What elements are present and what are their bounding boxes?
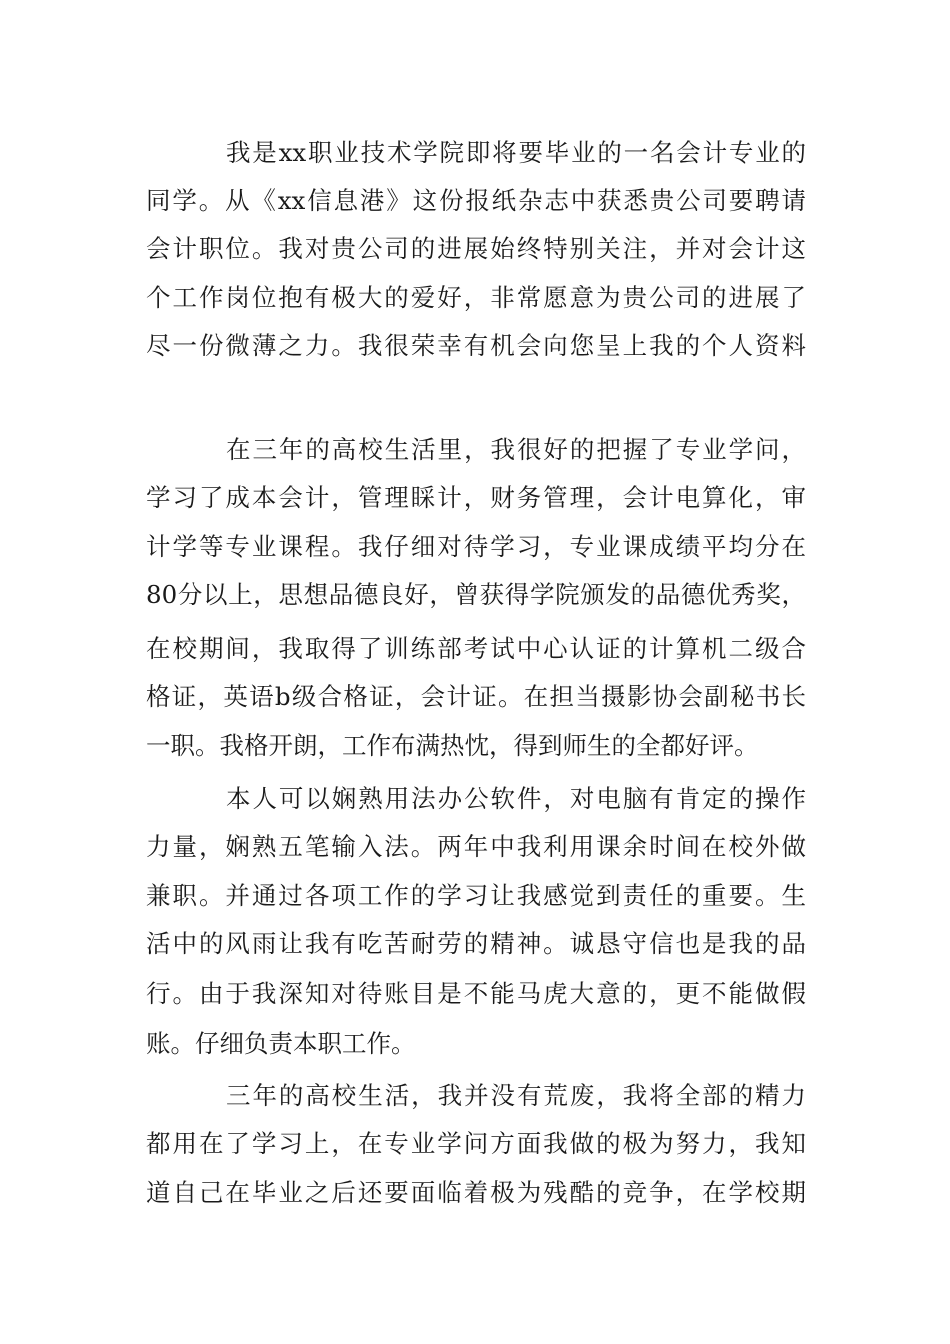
paragraph-line: 行。由于我深知对待账目是不能马虎大意的，更不能做假: [146, 979, 806, 1008]
paragraph-line: 本人可以娴熟用法办公软件，对电脑有肯定的操作: [226, 784, 806, 813]
paragraph-line: 计学等专业课程。我仔细对待学习，专业课成绩平均分在: [146, 532, 806, 561]
paragraph-line: 账。仔细负责本职工作。: [146, 1029, 416, 1058]
paragraph-line: 一职。我格开朗，工作布满热忱，得到师生的全都好评。: [146, 731, 759, 760]
paragraph-line: 我是xx职业技术学院即将要毕业的一名会计专业的: [226, 138, 806, 167]
paragraph-line: 会计职位。我对贵公司的进展始终特别关注，并对会计这: [146, 234, 806, 263]
paragraph-line: 在三年的高校生活里，我很好的把握了专业学问，: [226, 435, 806, 464]
paragraph-line: 都用在了学习上，在专业学问方面我做的极为努力，我知: [146, 1129, 806, 1158]
paragraph-line: 学习了成本会计，管理睬计，财务管理，会计电算化，审: [146, 483, 806, 512]
paragraph-line: 在校期间，我取得了训练部考试中心认证的计算机二级合: [146, 634, 806, 663]
paragraph-line: 力量，娴熟五笔输入法。两年中我利用课余时间在校外做: [146, 832, 806, 861]
paragraph-line: 尽一份微薄之力。我很荣幸有机会向您呈上我的个人资料: [146, 331, 806, 360]
paragraph-line: 三年的高校生活，我并没有荒废，我将全部的精力: [226, 1081, 806, 1110]
paragraph-line: 个工作岗位抱有极大的爱好，非常愿意为贵公司的进展了: [146, 283, 806, 312]
paragraph-line: 同学。从《xx信息港》这份报纸杂志中获悉贵公司要聘请: [146, 186, 806, 215]
paragraph-line: 80分以上，思想品德良好，曾获得学院颁发的品德优秀奖，: [146, 580, 806, 609]
paragraph-line: 道自己在毕业之后还要面临着极为残酷的竞争，在学校期: [146, 1178, 806, 1207]
paragraph-line: 格证，英语b级合格证，会计证。在担当摄影协会副秘书长: [146, 682, 806, 711]
paragraph-line: 活中的风雨让我有吃苦耐劳的精神。诚恳守信也是我的品: [146, 929, 806, 958]
paragraph-line: 兼职。并通过各项工作的学习让我感觉到责任的重要。生: [146, 881, 806, 910]
